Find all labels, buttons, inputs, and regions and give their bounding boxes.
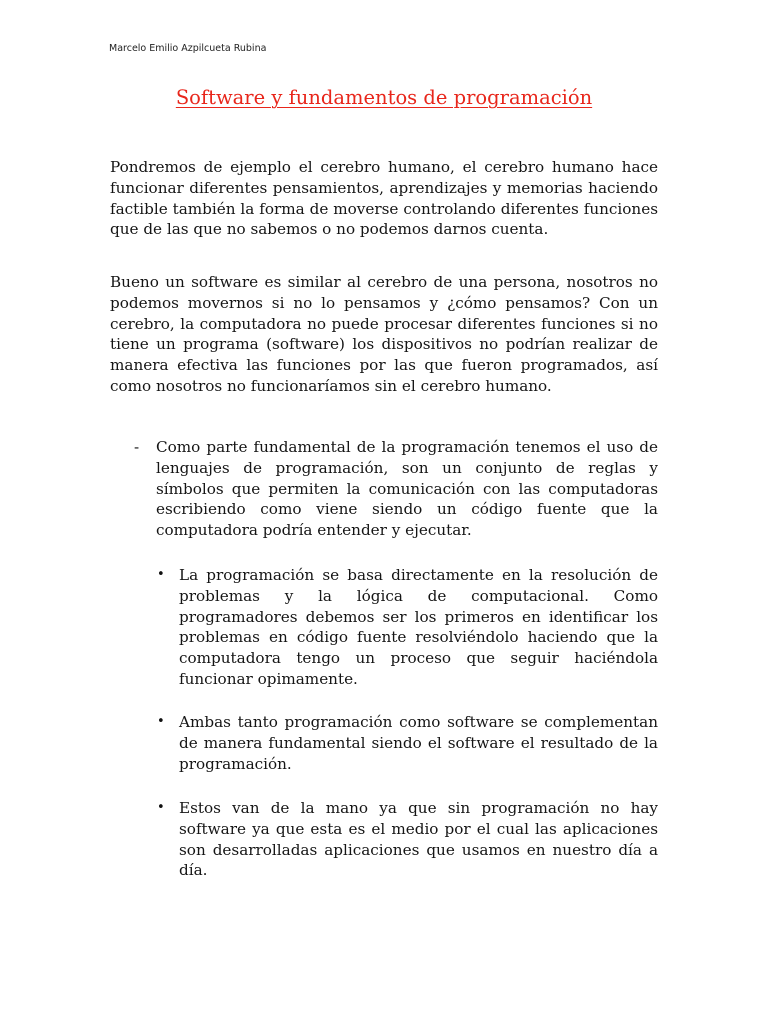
bullet-icon: • [157,800,165,815]
header-author: Marcelo Emilio Azpilcueta Rubina [109,43,267,54]
bullet-text: Estos van de la mano ya que sin programación no hay software ya que esta es el medio por el cual las aplicaciones son desarrolladas aplicaciones que usamos en nuestro día a día. [179,799,658,880]
bullet-text: Ambas tanto programación como software se complementan de manera fundamental siendo el software el resultado de la programación. [179,713,658,773]
dash-item-text: Como parte fundamental de la programación tenemos el uso de lenguajes de programación, son un conjunto de reglas y símbolos que permiten la comunicación con las computadoras escribiendo como viene siendo un código fuente que la computadora podría entender y ejecutar. [156,438,658,540]
bullet-text: La programación se basa directamente en la resolución de problemas y la lógica de computacional. Como programadores debemos ser los primeros en identificar los problemas en código fuente resolviéndolo haciendo que la computadora tengo un proceso que seguir haciéndola funcionar opimamente. [179,566,658,688]
paragraph-brain-example: Pondremos de ejemplo el cerebro humano, el cerebro humano hace funcionar diferentes pensamientos, aprendizajes y memorias haciendo factible también la forma de moverse controlando diferentes funciones que de las que no sabemos o no podemos darnos cuenta. [110,158,658,239]
document-title: Software y fundamentos de programación [175,86,593,109]
dash-marker: - [134,438,140,456]
bullet-icon: • [157,567,165,582]
bullet-icon: • [157,714,165,729]
paragraph-software-analogy: Bueno un software es similar al cerebro de una persona, nosotros no podemos movernos si no lo pensamos y ¿cómo pensamos? Con un cerebro, la computadora no puede procesar diferentes funciones si no tiene un programa (software) los dispositivos no podrían realizar de manera efectiva las funciones por las que fueron programados, así como nosotros no funcionaríamos sin el cerebro humano. [110,273,658,395]
